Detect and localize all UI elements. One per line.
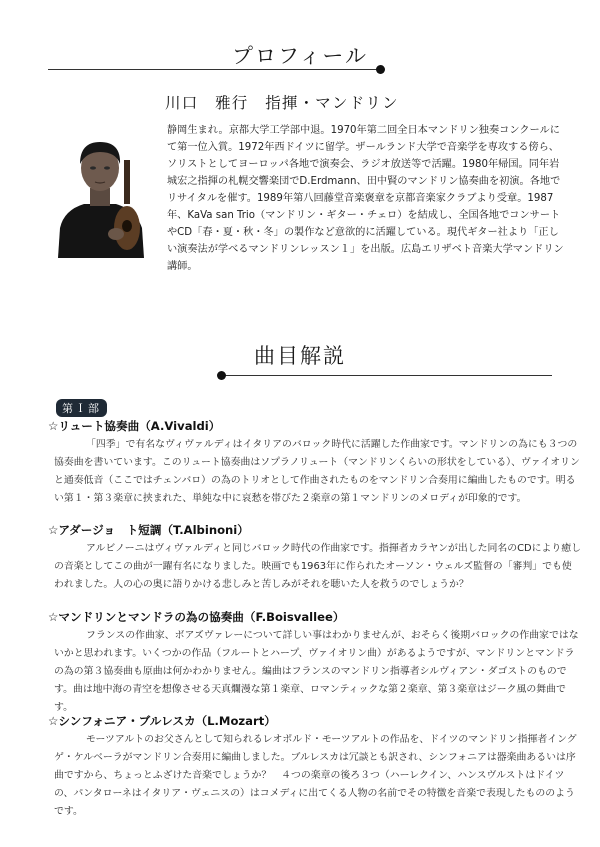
part-badge: 第Ｉ部: [56, 399, 107, 417]
profile-heading-title: プロフィール: [232, 44, 368, 68]
profile-heading-rule: [48, 69, 380, 70]
piece-title-albinoni: ☆アダージョ ト短調（T.Albinoni）: [48, 523, 249, 537]
profile-name: 川口 雅行 指揮・マンドリン: [165, 94, 399, 112]
piece-description-vivaldi: 「四季」で有名なヴィヴァルディはイタリアのバロック時代に活躍した作曲家です。マンドリンの為にも３つの協奏曲を書いています。このリュート協奏曲はソプラノリュート（マンドリンくらいの形状をしている）、ヴァイオリンと通奏低音（ここではチェンバロ）の為のトリオとして作曲されたものをマンドリン合奏用に編曲したものです。明るい第１・第３楽章に挟まれた、単純な中に哀愁を帯びた２楽章の第１マンドリンのメロディが印象的です。: [54, 439, 580, 504]
program-heading-dot: [217, 371, 226, 380]
piece-title-boisvallee: ☆マンドリンとマンドラの為の協奏曲（F.Boisvallee）: [48, 610, 345, 624]
piece-title-vivaldi: ☆リュート協奏曲（A.Vivaldi）: [48, 419, 221, 433]
profile-heading-dot: [376, 65, 385, 74]
program-heading-rule: [222, 375, 552, 376]
program-heading-title: 曲目解説: [254, 344, 346, 368]
portrait-photo: [54, 130, 146, 258]
profile-bio: 静岡生まれ。京都大学工学部中退。1970年第二回全日本マンドリン独奏コンクールにて第一位入賞。1972年西ドイツに留学。ザールランド大学で音楽学を専攻する傍ら、ソリストとしてヨーロッパ各地で演奏会、ラジオ放送等で活躍。1980年帰国。同年岩城宏之指揮の札幌交響楽団でD.Erdmann、田中賢のマンドリン協奏曲を初演。各地でリサイタルを催す。1989年第八回藤堂音楽褒章を京都音楽家クラブより受章。1987年、KaVa san Trio（マンドリン・ギター・チェロ）を結成し、全国各地でコンサートやCD「春・夏・秋・冬」の製作など意欲的に活躍している。現代ギター社より「正しい演奏法が学べるマンドリンレッスン１」を出版。広島エリザベト音楽大学マンドリン講師。: [167, 125, 564, 272]
piece-description-boisvallee: フランスの作曲家、ボアズヴァレーについて詳しい事はわかりませんが、おそらく後期バロックの作曲家ではないかと思われます。いくつかの作品（フルートとハープ、ヴァイオリン曲）があるようですが、マンドリンとマンドラの為の第３協奏曲も原曲は何かわかりません。編曲はフランスのマンドリン指導者シルヴィアン・ダゴストのものです。曲は地中海の青空を想像させる天真爛漫な第１楽章、ロマンティックな第２楽章、第３楽章はジーク風の舞曲です。: [54, 630, 579, 713]
piece-title-mozart: ☆シンフォニア・ブルレスカ（L.Mozart）: [48, 714, 276, 728]
piece-description-mozart: モーツアルトのお父さんとして知られるレオポルド・モーツアルトの作品を、ドイツのマンドリン指揮者イングゲ・ケルベーラがマンドリン合奏用に編曲しました。ブルレスカは冗談とも訳され、シンフォニアは器楽曲あるいは序曲ですから、ちょっとふざけた音楽でしょうか？ ４つの楽章の後ろ３つ（ハーレクイン、ハンスヴルストはドイツの、パンタローネはイタリア・ヴェニスの）はコメディに出てくる人物の名前でその特徴を音楽で表現したもののようです。: [54, 734, 577, 817]
piece-description-albinoni: アルビノーニはヴィヴァルディと同じバロック時代の作曲家です。指揮者カラヤンが出した同名のCDにより癒しの音楽としてこの曲が一躍有名になりました。映画でも1963年に作られたオーソン・ウェルズ監督の「審判」でも使われました。人の心の奥に語りかける悲しみと苦しみがそれを聴いた人を救うのでしょうか？: [54, 543, 582, 590]
